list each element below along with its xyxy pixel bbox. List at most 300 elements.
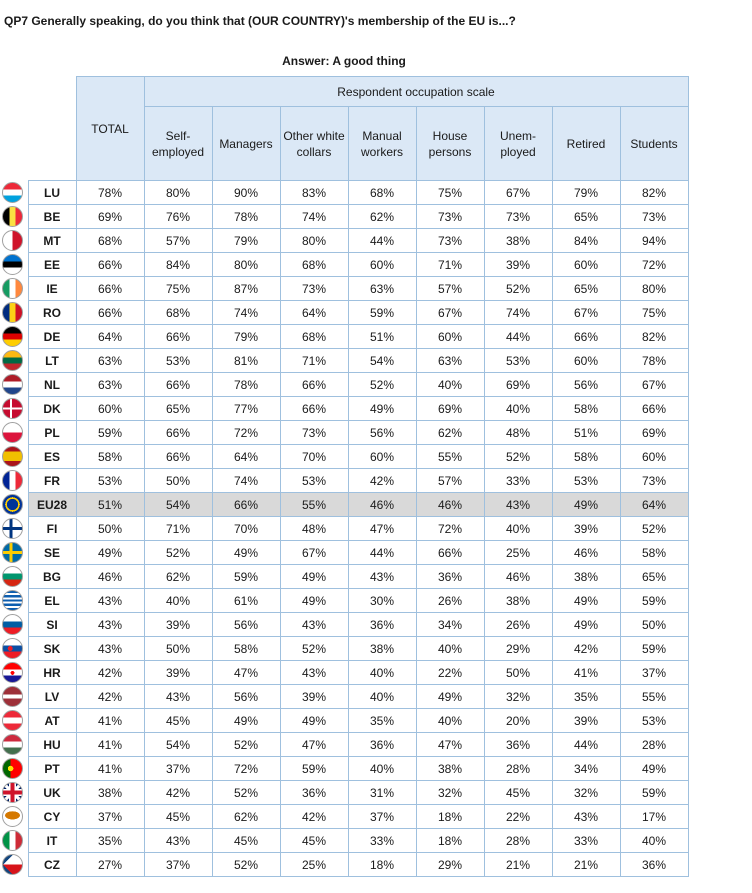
value-managers: 56% xyxy=(212,613,280,637)
value-unem-ployed: 69% xyxy=(484,373,552,397)
country-code: IE xyxy=(28,277,76,301)
value-manual-workers: 47% xyxy=(348,517,416,541)
flag-cell xyxy=(0,637,28,661)
value-self-employed: 50% xyxy=(144,469,212,493)
country-code: EL xyxy=(28,589,76,613)
country-code: PT xyxy=(28,757,76,781)
value-house-persons: 18% xyxy=(416,829,484,853)
value-managers: 52% xyxy=(212,733,280,757)
value-house-persons: 26% xyxy=(416,589,484,613)
value-manual-workers: 49% xyxy=(348,397,416,421)
value-other-white-collars: 68% xyxy=(280,325,348,349)
value-managers: 66% xyxy=(212,493,280,517)
value-self-employed: 52% xyxy=(144,541,212,565)
table-row xyxy=(0,661,688,685)
bulgaria-flag xyxy=(2,566,23,587)
country-code: LT xyxy=(28,349,76,373)
value-students: 37% xyxy=(620,661,688,685)
column-header-retired: Retired xyxy=(552,107,620,181)
value-house-persons: 73% xyxy=(416,205,484,229)
value-students: 66% xyxy=(620,397,688,421)
value-retired: 53% xyxy=(552,469,620,493)
value-total: 51% xyxy=(76,493,144,517)
value-self-employed: 54% xyxy=(144,733,212,757)
value-retired: 51% xyxy=(552,421,620,445)
table-row xyxy=(0,397,688,421)
value-manual-workers: 40% xyxy=(348,757,416,781)
value-other-white-collars: 39% xyxy=(280,685,348,709)
value-self-employed: 39% xyxy=(144,613,212,637)
latvia-flag xyxy=(2,686,23,707)
country-code: ES xyxy=(28,445,76,469)
value-managers: 64% xyxy=(212,445,280,469)
value-house-persons: 57% xyxy=(416,469,484,493)
flag-cell xyxy=(0,589,28,613)
column-header-students: Students xyxy=(620,107,688,181)
flag-cell xyxy=(0,229,28,253)
country-code: MT xyxy=(28,229,76,253)
value-unem-ployed: 53% xyxy=(484,349,552,373)
value-retired: 84% xyxy=(552,229,620,253)
value-house-persons: 62% xyxy=(416,421,484,445)
flag-cell xyxy=(0,349,28,373)
table-row xyxy=(0,805,688,829)
value-house-persons: 29% xyxy=(416,853,484,877)
flag-cell xyxy=(0,541,28,565)
value-students: 73% xyxy=(620,205,688,229)
value-total: 58% xyxy=(76,445,144,469)
value-self-employed: 71% xyxy=(144,517,212,541)
value-managers: 80% xyxy=(212,253,280,277)
table-row xyxy=(0,565,688,589)
flag-cell xyxy=(0,421,28,445)
value-unem-ployed: 33% xyxy=(484,469,552,493)
value-house-persons: 72% xyxy=(416,517,484,541)
value-manual-workers: 68% xyxy=(348,181,416,205)
table-row xyxy=(0,421,688,445)
value-other-white-collars: 49% xyxy=(280,565,348,589)
value-retired: 21% xyxy=(552,853,620,877)
value-manual-workers: 42% xyxy=(348,469,416,493)
occupation-group-header: Respondent occupation scale xyxy=(144,77,688,107)
flag-header-blank xyxy=(0,77,28,181)
question-title: QP7 Generally speaking, do you think that (OUR COUNTRY)'s membership of the EU is...? xyxy=(4,14,516,28)
value-house-persons: 18% xyxy=(416,805,484,829)
flag-cell xyxy=(0,301,28,325)
sweden-flag xyxy=(2,542,23,563)
value-self-employed: 76% xyxy=(144,205,212,229)
netherlands-flag xyxy=(2,374,23,395)
value-managers: 49% xyxy=(212,541,280,565)
value-manual-workers: 62% xyxy=(348,205,416,229)
value-total: 27% xyxy=(76,853,144,877)
country-code: SE xyxy=(28,541,76,565)
value-students: 80% xyxy=(620,277,688,301)
flag-cell xyxy=(0,493,28,517)
value-total: 43% xyxy=(76,613,144,637)
value-managers: 78% xyxy=(212,205,280,229)
value-students: 36% xyxy=(620,853,688,877)
value-retired: 42% xyxy=(552,637,620,661)
country-code: BE xyxy=(28,205,76,229)
flag-cell xyxy=(0,517,28,541)
value-other-white-collars: 83% xyxy=(280,181,348,205)
table-row xyxy=(0,637,688,661)
value-unem-ployed: 25% xyxy=(484,541,552,565)
value-other-white-collars: 53% xyxy=(280,469,348,493)
value-other-white-collars: 49% xyxy=(280,589,348,613)
value-other-white-collars: 71% xyxy=(280,349,348,373)
value-other-white-collars: 59% xyxy=(280,757,348,781)
value-house-persons: 40% xyxy=(416,709,484,733)
value-managers: 74% xyxy=(212,301,280,325)
table-row xyxy=(0,589,688,613)
country-code: HU xyxy=(28,733,76,757)
country-header-blank xyxy=(28,77,76,181)
slovakia-flag xyxy=(2,638,23,659)
value-retired: 67% xyxy=(552,301,620,325)
value-house-persons: 60% xyxy=(416,325,484,349)
romania-flag xyxy=(2,302,23,323)
value-students: 60% xyxy=(620,445,688,469)
country-code: BG xyxy=(28,565,76,589)
country-code: EE xyxy=(28,253,76,277)
country-code: SK xyxy=(28,637,76,661)
value-house-persons: 38% xyxy=(416,757,484,781)
value-managers: 61% xyxy=(212,589,280,613)
value-retired: 39% xyxy=(552,517,620,541)
table-row xyxy=(0,757,688,781)
column-header-self-employed: Self- employed xyxy=(144,107,212,181)
value-unem-ployed: 40% xyxy=(484,517,552,541)
value-self-employed: 65% xyxy=(144,397,212,421)
flag-cell xyxy=(0,781,28,805)
table-row xyxy=(0,349,688,373)
value-unem-ployed: 45% xyxy=(484,781,552,805)
table-body xyxy=(0,181,688,877)
value-house-persons: 34% xyxy=(416,613,484,637)
value-manual-workers: 44% xyxy=(348,541,416,565)
value-other-white-collars: 49% xyxy=(280,709,348,733)
value-total: 53% xyxy=(76,469,144,493)
value-manual-workers: 52% xyxy=(348,373,416,397)
value-unem-ployed: 21% xyxy=(484,853,552,877)
country-code: RO xyxy=(28,301,76,325)
value-other-white-collars: 70% xyxy=(280,445,348,469)
france-flag xyxy=(2,470,23,491)
value-other-white-collars: 74% xyxy=(280,205,348,229)
table-row xyxy=(0,493,688,517)
value-total: 43% xyxy=(76,589,144,613)
flag-cell xyxy=(0,709,28,733)
value-unem-ployed: 67% xyxy=(484,181,552,205)
value-other-white-collars: 48% xyxy=(280,517,348,541)
value-retired: 34% xyxy=(552,757,620,781)
malta-flag xyxy=(2,230,23,251)
table-row xyxy=(0,709,688,733)
country-code: FR xyxy=(28,469,76,493)
value-retired: 58% xyxy=(552,397,620,421)
value-other-white-collars: 64% xyxy=(280,301,348,325)
italy-flag xyxy=(2,830,23,851)
country-code: DE xyxy=(28,325,76,349)
value-manual-workers: 40% xyxy=(348,661,416,685)
value-total: 69% xyxy=(76,205,144,229)
czechia-flag xyxy=(2,854,23,875)
value-total: 64% xyxy=(76,325,144,349)
value-managers: 72% xyxy=(212,757,280,781)
value-self-employed: 84% xyxy=(144,253,212,277)
value-managers: 77% xyxy=(212,397,280,421)
value-self-employed: 45% xyxy=(144,709,212,733)
value-other-white-collars: 25% xyxy=(280,853,348,877)
value-total: 78% xyxy=(76,181,144,205)
value-manual-workers: 60% xyxy=(348,445,416,469)
value-unem-ployed: 50% xyxy=(484,661,552,685)
value-students: 52% xyxy=(620,517,688,541)
value-managers: 78% xyxy=(212,373,280,397)
value-manual-workers: 51% xyxy=(348,325,416,349)
value-managers: 70% xyxy=(212,517,280,541)
value-self-employed: 37% xyxy=(144,757,212,781)
value-other-white-collars: 36% xyxy=(280,781,348,805)
country-code: PL xyxy=(28,421,76,445)
value-self-employed: 57% xyxy=(144,229,212,253)
value-total: 41% xyxy=(76,757,144,781)
value-house-persons: 47% xyxy=(416,733,484,757)
table-row xyxy=(0,253,688,277)
value-unem-ployed: 48% xyxy=(484,421,552,445)
value-total: 63% xyxy=(76,373,144,397)
value-managers: 49% xyxy=(212,709,280,733)
value-self-employed: 80% xyxy=(144,181,212,205)
value-other-white-collars: 80% xyxy=(280,229,348,253)
value-house-persons: 32% xyxy=(416,781,484,805)
value-manual-workers: 59% xyxy=(348,301,416,325)
value-manual-workers: 35% xyxy=(348,709,416,733)
value-manual-workers: 44% xyxy=(348,229,416,253)
value-unem-ployed: 22% xyxy=(484,805,552,829)
country-code: FI xyxy=(28,517,76,541)
flag-cell xyxy=(0,853,28,877)
column-header-manual-workers: Manual workers xyxy=(348,107,416,181)
table-row xyxy=(0,781,688,805)
country-code: IT xyxy=(28,829,76,853)
value-other-white-collars: 52% xyxy=(280,637,348,661)
table-row xyxy=(0,685,688,709)
table-row xyxy=(0,205,688,229)
value-managers: 79% xyxy=(212,325,280,349)
country-code: HR xyxy=(28,661,76,685)
value-managers: 56% xyxy=(212,685,280,709)
value-manual-workers: 36% xyxy=(348,613,416,637)
value-managers: 59% xyxy=(212,565,280,589)
table-row xyxy=(0,277,688,301)
value-house-persons: 36% xyxy=(416,565,484,589)
value-self-employed: 54% xyxy=(144,493,212,517)
value-house-persons: 40% xyxy=(416,637,484,661)
table-row xyxy=(0,373,688,397)
value-self-employed: 40% xyxy=(144,589,212,613)
value-house-persons: 75% xyxy=(416,181,484,205)
value-manual-workers: 36% xyxy=(348,733,416,757)
denmark-flag xyxy=(2,398,23,419)
value-unem-ployed: 38% xyxy=(484,589,552,613)
value-students: 82% xyxy=(620,181,688,205)
country-code: EU28 xyxy=(28,493,76,517)
value-retired: 43% xyxy=(552,805,620,829)
column-header-unem-ployed: Unem- ployed xyxy=(484,107,552,181)
table-row xyxy=(0,613,688,637)
value-house-persons: 40% xyxy=(416,373,484,397)
value-house-persons: 46% xyxy=(416,493,484,517)
value-other-white-collars: 73% xyxy=(280,421,348,445)
greece-flag xyxy=(2,590,23,611)
value-retired: 33% xyxy=(552,829,620,853)
country-code: AT xyxy=(28,709,76,733)
value-managers: 90% xyxy=(212,181,280,205)
value-unem-ployed: 39% xyxy=(484,253,552,277)
value-retired: 65% xyxy=(552,205,620,229)
table-row xyxy=(0,229,688,253)
value-students: 59% xyxy=(620,637,688,661)
value-total: 66% xyxy=(76,277,144,301)
flag-cell xyxy=(0,685,28,709)
table-row xyxy=(0,541,688,565)
flag-cell xyxy=(0,469,28,493)
value-students: 28% xyxy=(620,733,688,757)
value-students: 69% xyxy=(620,421,688,445)
value-retired: 44% xyxy=(552,733,620,757)
flag-cell xyxy=(0,277,28,301)
hungary-flag xyxy=(2,734,23,755)
flag-cell xyxy=(0,181,28,205)
value-total: 60% xyxy=(76,397,144,421)
value-house-persons: 57% xyxy=(416,277,484,301)
table-row xyxy=(0,325,688,349)
table-row xyxy=(0,853,688,877)
value-retired: 56% xyxy=(552,373,620,397)
value-other-white-collars: 67% xyxy=(280,541,348,565)
answer-subtitle: Answer: A good thing xyxy=(282,54,406,68)
value-managers: 81% xyxy=(212,349,280,373)
value-house-persons: 22% xyxy=(416,661,484,685)
value-students: 59% xyxy=(620,589,688,613)
value-other-white-collars: 47% xyxy=(280,733,348,757)
value-manual-workers: 46% xyxy=(348,493,416,517)
estonia-flag xyxy=(2,254,23,275)
value-retired: 41% xyxy=(552,661,620,685)
value-other-white-collars: 68% xyxy=(280,253,348,277)
value-retired: 49% xyxy=(552,589,620,613)
value-manual-workers: 18% xyxy=(348,853,416,877)
value-unem-ployed: 52% xyxy=(484,277,552,301)
eu-flag xyxy=(2,494,23,515)
value-self-employed: 43% xyxy=(144,829,212,853)
country-code: LU xyxy=(28,181,76,205)
value-total: 50% xyxy=(76,517,144,541)
value-unem-ployed: 40% xyxy=(484,397,552,421)
total-header: TOTAL xyxy=(76,77,144,181)
flag-cell xyxy=(0,613,28,637)
value-retired: 32% xyxy=(552,781,620,805)
value-managers: 52% xyxy=(212,781,280,805)
value-managers: 72% xyxy=(212,421,280,445)
value-managers: 79% xyxy=(212,229,280,253)
cyprus-flag xyxy=(2,806,23,827)
value-retired: 79% xyxy=(552,181,620,205)
value-students: 58% xyxy=(620,541,688,565)
value-self-employed: 53% xyxy=(144,349,212,373)
value-other-white-collars: 55% xyxy=(280,493,348,517)
value-students: 49% xyxy=(620,757,688,781)
table-row xyxy=(0,301,688,325)
poland-flag xyxy=(2,422,23,443)
finland-flag xyxy=(2,518,23,539)
value-total: 38% xyxy=(76,781,144,805)
value-manual-workers: 43% xyxy=(348,565,416,589)
value-other-white-collars: 43% xyxy=(280,661,348,685)
value-students: 50% xyxy=(620,613,688,637)
country-code: SI xyxy=(28,613,76,637)
value-self-employed: 37% xyxy=(144,853,212,877)
value-retired: 39% xyxy=(552,709,620,733)
value-retired: 60% xyxy=(552,349,620,373)
luxembourg-flag xyxy=(2,182,23,203)
column-header-house-persons: House persons xyxy=(416,107,484,181)
value-retired: 35% xyxy=(552,685,620,709)
ireland-flag xyxy=(2,278,23,299)
spain-flag xyxy=(2,446,23,467)
value-self-employed: 75% xyxy=(144,277,212,301)
value-total: 41% xyxy=(76,733,144,757)
value-unem-ployed: 29% xyxy=(484,637,552,661)
belgium-flag xyxy=(2,206,23,227)
flag-cell xyxy=(0,205,28,229)
value-retired: 60% xyxy=(552,253,620,277)
value-house-persons: 67% xyxy=(416,301,484,325)
value-retired: 66% xyxy=(552,325,620,349)
value-unem-ployed: 43% xyxy=(484,493,552,517)
value-manual-workers: 54% xyxy=(348,349,416,373)
value-total: 59% xyxy=(76,421,144,445)
value-manual-workers: 37% xyxy=(348,805,416,829)
value-students: 75% xyxy=(620,301,688,325)
value-students: 94% xyxy=(620,229,688,253)
table-row xyxy=(0,829,688,853)
flag-cell xyxy=(0,253,28,277)
croatia-flag xyxy=(2,662,23,683)
flag-cell xyxy=(0,325,28,349)
germany-flag xyxy=(2,326,23,347)
value-house-persons: 49% xyxy=(416,685,484,709)
value-retired: 65% xyxy=(552,277,620,301)
country-code: UK xyxy=(28,781,76,805)
table-row xyxy=(0,517,688,541)
value-manual-workers: 33% xyxy=(348,829,416,853)
value-manual-workers: 63% xyxy=(348,277,416,301)
flag-cell xyxy=(0,757,28,781)
country-code: LV xyxy=(28,685,76,709)
value-manual-workers: 56% xyxy=(348,421,416,445)
value-house-persons: 55% xyxy=(416,445,484,469)
flag-cell xyxy=(0,829,28,853)
value-manual-workers: 60% xyxy=(348,253,416,277)
value-other-white-collars: 45% xyxy=(280,829,348,853)
country-code: NL xyxy=(28,373,76,397)
value-unem-ployed: 28% xyxy=(484,829,552,853)
slovenia-flag xyxy=(2,614,23,635)
